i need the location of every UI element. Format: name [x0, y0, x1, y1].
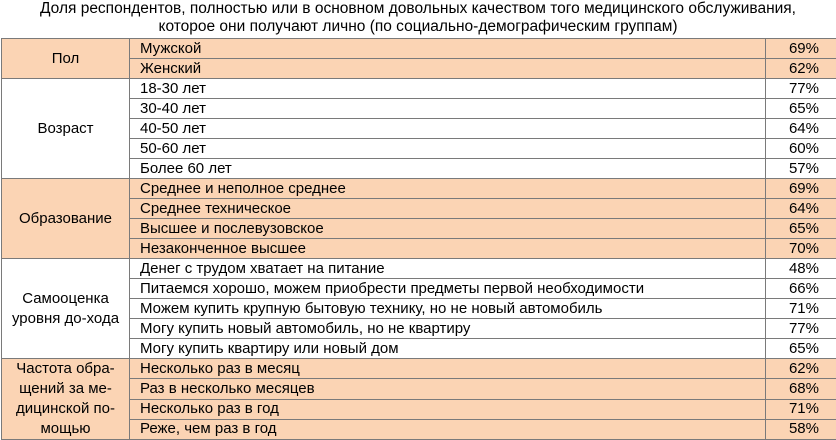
row-value: 65%	[766, 219, 836, 239]
row-label: Среднее техническое	[130, 199, 766, 219]
row-label: Можем купить крупную бытовую технику, но не новый автомобиль	[130, 299, 766, 319]
row-label: Более 60 лет	[130, 159, 766, 179]
row-label: 30-40 лет	[130, 99, 766, 119]
row-label: Денег с трудом хватает на питание	[130, 259, 766, 279]
row-value: 60%	[766, 139, 836, 159]
table-row	[2, 79, 836, 99]
row-label: Несколько раз в год	[130, 399, 766, 419]
row-label: Незаконченное высшее	[130, 239, 766, 259]
row-value: 64%	[766, 199, 836, 219]
row-label: 18-30 лет	[130, 79, 766, 99]
row-value: 69%	[766, 39, 836, 59]
row-label: Несколько раз в месяц	[130, 359, 766, 379]
row-label: 40-50 лет	[130, 119, 766, 139]
row-value: 48%	[766, 259, 836, 279]
row-label: Могу купить квартиру или новый дом	[130, 339, 766, 359]
title-line-1: Доля респондентов, полностью или в основном довольных качеством того медицинского обслуживания,	[40, 0, 796, 17]
row-value: 71%	[766, 299, 836, 319]
row-label: Мужской	[130, 39, 766, 59]
satisfaction-table	[1, 38, 836, 440]
row-label: Женский	[130, 59, 766, 79]
row-label: Реже, чем раз в год	[130, 419, 766, 439]
row-value: 77%	[766, 319, 836, 339]
row-value: 62%	[766, 359, 836, 379]
row-label: Высшее и послевузовское	[130, 219, 766, 239]
row-value: 65%	[766, 99, 836, 119]
row-label: Раз в несколько месяцев	[130, 379, 766, 399]
row-value: 77%	[766, 79, 836, 99]
row-value: 64%	[766, 119, 836, 139]
row-label: Питаемся хорошо, можем приобрести предметы первой необходимости	[130, 279, 766, 299]
row-label: Могу купить новый автомобиль, но не квартиру	[130, 319, 766, 339]
row-value: 68%	[766, 379, 836, 399]
row-value: 66%	[766, 279, 836, 299]
group-label-visit-frequency: Частота обра-щений за ме-дицинской по-мощью	[2, 359, 130, 440]
row-value: 71%	[766, 399, 836, 419]
table-row	[2, 259, 836, 279]
group-label-education: Образование	[2, 179, 130, 259]
title-line-2: которое они получают лично (по социально-демографическим группам)	[158, 18, 678, 35]
row-value: 65%	[766, 339, 836, 359]
group-label-age: Возраст	[2, 79, 130, 179]
group-label-income: Самооценка уровня до-хода	[2, 259, 130, 359]
row-value: 58%	[766, 419, 836, 439]
row-label: 50-60 лет	[130, 139, 766, 159]
table-row	[2, 179, 836, 199]
table-title	[0, 0, 836, 38]
row-label: Среднее и неполное среднее	[130, 179, 766, 199]
row-value: 62%	[766, 59, 836, 79]
row-value: 70%	[766, 239, 836, 259]
row-value: 57%	[766, 159, 836, 179]
table-row	[2, 39, 836, 59]
table-row	[2, 359, 836, 379]
row-value: 69%	[766, 179, 836, 199]
group-label-gender: Пол	[2, 39, 130, 79]
